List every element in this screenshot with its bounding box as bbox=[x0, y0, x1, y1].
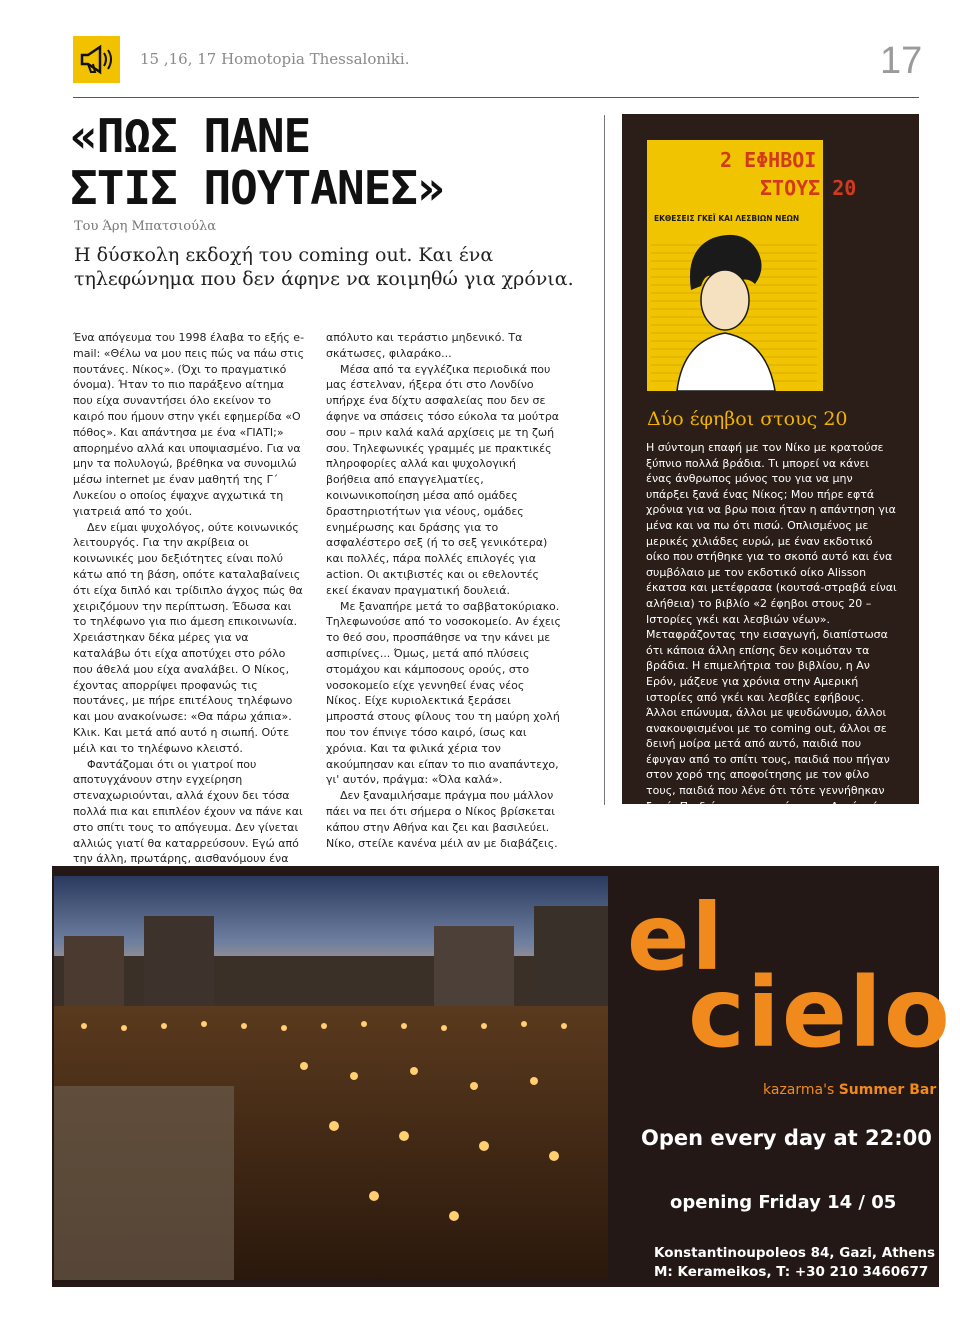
header-rule bbox=[73, 97, 919, 98]
paragraph: Φαντάζομαι ότι οι γιατροί που αποτυγχάνουν στην εγχείρηση στεναχωριούνται, αλλά έχουν δει τόσα πολλά πια και επιπλέον έχουν να πάνε και στο σπίτι τους το απόγευμα. Δεν γίνεται αλλιώς γιατί θα καταρρεύσουν. Εγώ από την άλλη, πρωτάρης, αισθανόμουν ένα bbox=[73, 757, 303, 866]
book-title-line1: 2 ΕΦΗΒΟΙ bbox=[720, 148, 817, 172]
ad-tagline bbox=[763, 1082, 936, 1098]
paragraph: Δεν ξαναμιλήσαμε πράγμα που μάλλον πάει να πει ότι σήμερα ο Νίκος βρίσκεται κάπου στην Αθήνα και ζει και βασιλεύει. Νίκο, στείλε κανένα μέιλ αν με διαβάζεις. bbox=[326, 789, 558, 850]
book-title-line2: ΣΤΟΥΣ 20 bbox=[760, 176, 857, 200]
address-line2: M: Kerameikos, T: +30 210 3460677 bbox=[654, 1264, 929, 1280]
headline-line1: «ΠΩΣ ΠΑΝΕ bbox=[70, 109, 311, 163]
headline bbox=[70, 110, 550, 214]
logo-el: el bbox=[627, 884, 725, 991]
ad-open-hours: Open every day at 22:00 bbox=[641, 1126, 932, 1150]
paragraph: Μέσα από τα εγγλέζικα περιοδικά που μας έστελναν, ήξερα ότι στο Λονδίνο υπήρχε ένα δίχτυ ασφαλείας που δεν σε άφηνε να σπάσεις τόσο εύκολα τα μούτρα σου – πριν καλά καλά αρχίσεις με τη ζωή σου. Τηλεφωνικές γραμμές με πρακτικές πληροφορίες αλλά και ψυχολογική βοήθεια από επαγγελματίες, κοινωνικοποίηση μέσα από ομάδες δραστηριοτήτων για νέους, ομάδες ενημέρωσης και δράσης για το ασφαλέστερο σεξ (ή το σεξ γενικότερα) και πολλές, πάρα πολλές επιλογές για action. Οι ακτιβιστές και οι εθελοντές εκεί έκαναν πραγματική δουλειά. bbox=[326, 362, 560, 597]
page-number: 17 bbox=[880, 40, 923, 82]
subtitle: Η δύσκολη εκδοχή του coming out. Και ένα τηλεφώνημα που δεν άφηνε να κοιμηθώ για χρόνια. bbox=[74, 244, 574, 290]
tagline-bold: Summer Bar bbox=[838, 1082, 937, 1098]
megaphone-icon bbox=[73, 36, 120, 83]
paragraph: Δεν είμαι ψυχολόγος, ούτε κοινωνικός λειτουργός. Για την ακρίβεια οι κοινωνικές μου δεξιότητες είναι πολύ κάτω από τη βάση, οπότε καταλαβαίνεις ότι είχα διπλό και τρίδιπλο άγχος πώς θα χειριζόμουν την περίπτωση. Έδωσα και το τηλέφωνο για πιο άμεση επικοινωνία. Χρειάστηκαν δέκα μέρες για να καταλάβω ότι είχα αποτύχει στο ρόλο που άθελά μου είχα αναλάβει. Ο Νίκος, έχοντας απορρίψει προφανώς τις πουτάνες, με πήρε επιτέλους τηλέφωνο και μου ανακοίνωσε: «Θα πάρω χάπια». Κλικ. Και μετά από αυτό η σιωπή. Ούτε μέιλ και το τηλέφωνο κλειστό. bbox=[73, 520, 303, 755]
rooftop-photo bbox=[54, 876, 608, 1280]
issue-header: 15 ,16, 17 Homotopia Thessaloniki. bbox=[140, 50, 410, 68]
ad-address bbox=[654, 1244, 935, 1282]
byline: Του Άρη Μπατσιούλα bbox=[74, 219, 217, 234]
ad-opening-date: opening Friday 14 / 05 bbox=[670, 1192, 897, 1213]
headline-line2: ΣΤΙΣ ΠΟΥΤΑΝΕΣ» bbox=[70, 161, 444, 215]
article-column-2 bbox=[326, 330, 562, 851]
book-subtitle: ΕΚΘΕΣΕΙΣ ΓΚΕΪ ΚΑΙ ΛΕΣΒΙΩΝ ΝΕΩΝ bbox=[654, 214, 800, 223]
paragraph: Με ξαναπήρε μετά το σαββατοκύριακο. Τηλεφωνούσε από το νοσοκομείο. Αν έχεις το θεό σου, προσπάθησε να την κάνει με ασπιρίνες... Όμως, μετά από πλύσεις στομάχου και κάμποσους ορούς, στο νοσοκομείο είχε γεννηθεί ένας νέος Νίκος. Είχε κυριολεκτικά ξεράσει μπροστά στους φίλους του τη μαύρη χολή που τον έπνιγε τόσο καιρό, ίσως και χρόνια. Και τα φιλικά χέρια τον ακούμπησαν και είπαν το πιο αναπάντεχο, γι' αυτόν, πράγμα: «Όλα καλά». bbox=[326, 599, 561, 787]
paragraph: Ένα απόγευμα του 1998 έλαβα το εξής e-mail: «Θέλω να μου πεις πώς να πάω στις πουτάνες. Νίκος». (Όχι το πραγματικό όνομα). Ήταν το πιο παράξενο αίτημα που είχα συναντήσει όλο εκείνον το καιρό που ήμουν στην γκέι εφημερίδα «Ο πόθος». Και απάντησα με ένα «ΓΙΑΤΙ;» απορημένο αλλά και υποψιασμένο. Για να μην τα πολυλογώ, βρέθηκα να συνομιλώ μέσω internet με έναν μαθητή της Γ΄ Λυκείου ο οποίος έψαχνε αγχωτικά τη γιατρειά από το χούι. bbox=[73, 331, 305, 518]
article-column-1 bbox=[73, 330, 305, 867]
address-line1: Konstantinoupoleos 84, Gazi, Athens bbox=[654, 1245, 936, 1261]
sidebar-title: Δύο έφηβοι στους 20 bbox=[647, 408, 848, 430]
paragraph: απόλυτο και τεράστιο μηδενικό. Τα σκάτωσες, φιλαράκο... bbox=[326, 331, 523, 360]
column-divider bbox=[604, 115, 605, 805]
sidebar-text: Η σύντομη επαφή με τον Νίκο με κρατούσε ξύπνιο πολλά βράδια. Τι μπορεί να κάνει ένας άνθρωπος μόνος του για να μην υπάρξει ξανά ένας Νίκος; Μου πήρε εφτά χρόνια για να βρω ποια ήταν η απάντηση για μένα και να πω ότι πισώ. Οπλισμένος με μερικές χιλιάδες ευρώ, με έναν εκδοτικό οίκο που στήθηκε για το σκοπό αυτό και ένα συμβόλαιο με τον εκδοτικό οίκο Alisson έκατσα και μετέφρασα (κουτσά-στραβά είναι αλήθεια) το βιβλίο «2 έφηβοι στους 20 – Ιστορίες γκέι και λεσβιών νέων». Μεταφράζοντας την εισαγωγή, διαπίστωσα ότι κάποια άλλη επίσης δεν κοιμόταν τα βράδια. Η επιμελήτρια του βιβλίου, η Αν Ερόν, μάζευε για χρόνια στην Αμερική ιστορίες από γκέι και λεσβίες εφήβους. Άλλοι επώνυμα, άλλοι με ψευδώνυμο, άλλοι ανακουφισμένοι με το coming out, άλλοι σε δεινή μοίρα μετά από αυτό, παιδιά που έφυγαν από το σπίτι τους, παιδιά που πήγαν στον χορό της αποφοίτησης με τον φίλο τους, παιδιά που λένε ότι τότε γεννήθηκαν ξανά. Παιδιά που αυτοκτόνησαν. Αυτές είναι οι ιστορίες τους. bbox=[646, 441, 897, 829]
logo-cielo: cielo bbox=[688, 957, 952, 1069]
tagline-prefix: kazarma's bbox=[763, 1082, 835, 1098]
